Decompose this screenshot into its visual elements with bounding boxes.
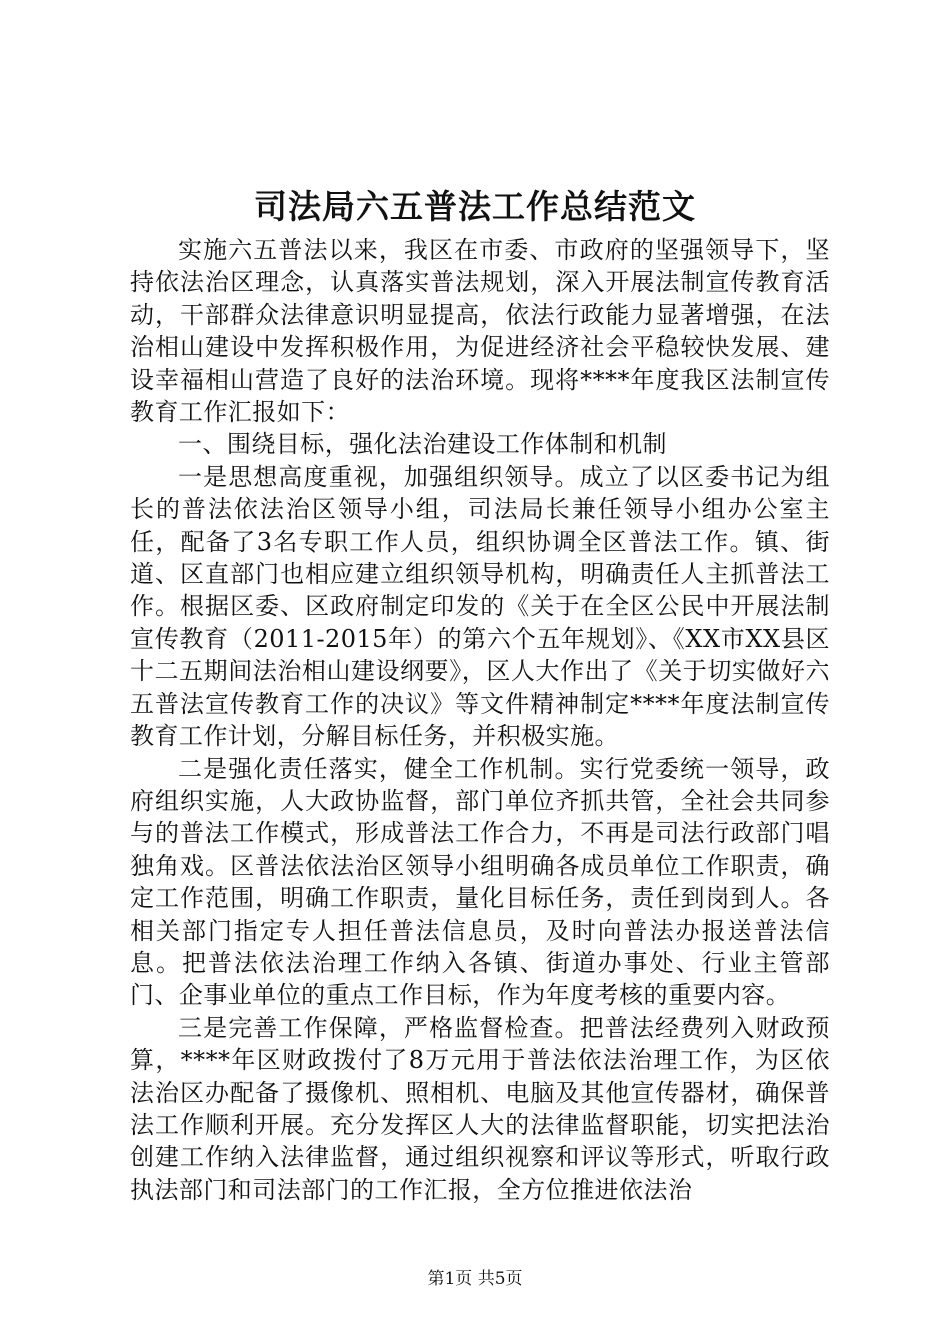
paragraph-point-2: 二是强化责任落实，健全工作机制。实行党委统一领导，政府组织实施，人大政协监督，部门单位齐抓共管，全社会共同参与的普法工作模式，形成普法工作合力，不再是司法行政部门唱独角戏。区普法依法治区领导小组明确各成员单位工作职责，确定工作范围，明确工作职责，量化目标任务，责任到岗到人。各相关部门指定专人担任普法信息员，及时向普法办报送普法信息。把普法依法治理工作纳入各镇、街道办事处、行业主管部门、企事业单位的重点工作目标，作为年度考核的重要内容。 [130,754,830,1010]
section-heading-1: 一、围绕目标，强化法治建设工作体制和机制 [178,430,667,459]
page-number-footer: 第1页 共5页 [427,1269,523,1289]
paragraph-point-3: 三是完善工作保障，严格监督检查。把普法经费列入财政预算，****年区财政拨付了8万元用于普法依法治理工作，为区依法治区办配备了摄像机、照相机、电脑及其他宣传器材，确保普法工作顺利开展。充分发挥区人大的法律监督职能，切实把法治创建工作纳入法律监督，通过组织视察和评议等形式，听取行政执法部门和司法部门的工作汇报，全方位推进依法治 [130,1013,830,1204]
document-body [130,234,830,1206]
paragraph-point-1: 一是思想高度重视，加强组织领导。成立了以区委书记为组长的普法依法治区领导小组，司法局长兼任领导小组办公室主任，配备了3名专职工作人员，组织协调全区普法工作。镇、街道、区直部门也相应建立组织领导机构，明确责任人主抓普法工作。根据区委、区政府制定印发的《关于在全区公民中开展法制宣传教育（2011-2015年）的第六个五年规划》、《XX市XX县区十二五期间法治相山建设纲要》，区人大作出了《关于切实做好六五普法宣传教育工作的决议》等文件精神制定****年度法制宣传教育工作计划，分解目标任务，并积极实施。 [130,462,830,751]
document-title: 司法局六五普法工作总结范文 [254,187,696,226]
paragraph-intro: 实施六五普法以来，我区在市委、市政府的坚强领导下，坚持依法治区理念，认真落实普法规划，深入开展法制宣传教育活动，干部群众法律意识明显提高，依法行政能力显著增强，在法治相山建设中发挥积极作用，为促进经济社会平稳较快发展、建设幸福相山营造了良好的法治环境。现将****年度我区法制宣传教育工作汇报如下： [130,236,830,427]
